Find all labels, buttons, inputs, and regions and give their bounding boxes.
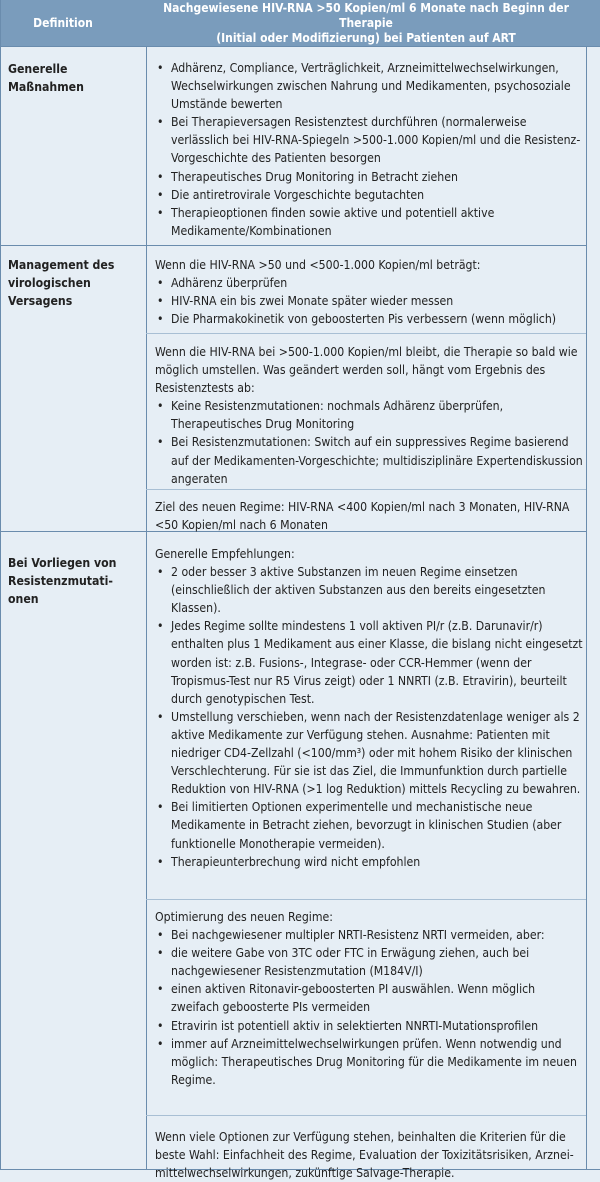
label-generelle: Generelle Maßnahmen: [8, 62, 84, 94]
list-item: • Therapieunterbrechung wird nicht empfohlen: [155, 853, 585, 871]
list-item: • immer auf Arzneimittelwechselwirkungen prüfen. Wenn notwendig und möglich: Therapeutisches Drug Monitoring für die Medikamente im neuen Regime.: [155, 1035, 585, 1089]
block-intro: Generelle Empfehlungen:: [155, 547, 295, 561]
list-item: • Jedes Regime sollte mindestens 1 voll aktiven PI/r (z.B. Darunavir/r) enthalten plus 1 Medikament aus einer Klasse, die bislang nicht eingesetzt worden ist: z.B. Fusions-, Integrase- oder CCR-Hemmer (wenn der Tropismus-Test nur R5 Virus zeigt) oder 1 NNRTI (z.B. Etravirin), beurteilt durch genotypischen Test.: [155, 617, 585, 707]
list-item: • Therapeutisches Drug Monitoring in Betracht ziehen: [155, 168, 585, 186]
list-item: • einen aktiven Ritonavir-geboosterten PI auswählen. Wenn möglich zweifach geboosterte PIs vermeiden: [155, 980, 585, 1016]
header-divider: [0, 46, 600, 47]
header-line-1: Nachgewiesene HIV-RNA >50 Kopien/ml 6 Monate nach Beginn der Therapie: [163, 0, 569, 30]
list-item: • 2 oder besser 3 aktive Substanzen im neuen Regime einsetzen (einschließlich der aktiven Substanzen aus den bereits eingesetzten Klassen).: [155, 563, 585, 617]
resistenz-block-3: [155, 1128, 585, 1182]
list-item: • HIV-RNA ein bis zwei Monate später wieder messen: [155, 292, 585, 310]
table-header: [0, 0, 600, 46]
column-divider: [146, 46, 147, 1170]
subblock-divider-3: [146, 899, 586, 900]
management-block-1: [155, 256, 585, 328]
block-text: Ziel des neuen Regime: HIV-RNA <400 Kopien/ml nach 3 Monaten, HIV-RNA <50 Kopien/ml nach 6 Monaten: [155, 500, 570, 533]
management-block-2: [155, 343, 585, 488]
list-item: • Die antiretrovirale Vorgeschichte begutachten: [155, 186, 585, 204]
list-item: • Umstellung verschieben, wenn nach der Resistenzdatenlage weniger als 2 aktive Medikamente zur Verfügung stehen. Ausnahme: Patienten mit niedriger CD4-Zellzahl (<100/mm³) oder mit hohem Risiko der klinischen Verschlechterung. Für sie ist das Ziel, die Immunfunktion durch partielle Reduktion von HIV-RNA (>1 log Reduktion) mittels Recycling zu bewahren.: [155, 708, 585, 798]
header-description: [146, 0, 586, 46]
list-item: • Bei Resistenzmutationen: Switch auf ein suppressives Regime basierend auf der Medikamenten-Vorgeschichte; multidisziplinäre Expertendiskussion angeraten: [155, 433, 585, 487]
header-line-2: (Initial oder Modifizierung) bei Patienten auf ART: [216, 30, 516, 45]
subblock-divider-2: [146, 489, 586, 490]
block-intro: Wenn die HIV-RNA >50 und <500-1.000 Kopien/ml beträgt:: [155, 258, 481, 272]
header-definition: Definition: [33, 15, 93, 30]
list-item: • Therapieoptionen finden sowie aktive und potentiell aktive Medikamente/Kombinationen: [155, 204, 585, 240]
list-item: • Bei nachgewiesener multipler NRTI-Resistenz NRTI vermeiden, aber:: [155, 926, 585, 944]
list-item: • Bei limitierten Optionen experimentelle und mechanistische neue Medikamente in Betracht ziehen, bevorzugt in klinischen Studien (aber funktionelle Monotherapie vermeiden).: [155, 798, 585, 852]
block-text: Wenn viele Optionen zur Verfügung stehen, beinhalten die Kriterien für die beste Wahl: Einfachheit des Regime, Evaluation der Toxizitätsrisiken, Arznei-mittelwechselwirkungen, zukünftige Salvage-Therapie.: [155, 1130, 574, 1181]
list-item: • Etravirin ist potentiell aktiv in selektierten NNRTI-Mutationsprofilen: [155, 1017, 585, 1035]
subblock-divider-1: [146, 333, 586, 334]
block-intro: Wenn die HIV-RNA bei >500-1.000 Kopien/ml bleibt, die Therapie so bald wie möglich umstellen. Was geändert werden soll, hängt vom Ergebnis des Resistenztests ab:: [155, 345, 578, 396]
subblock-divider-4: [146, 1115, 586, 1116]
list-item: • Adhärenz, Compliance, Verträglichkeit, Arzneimittelwechselwirkungen, Wechselwirkungen zwischen Nahrung und Medikamenten, psychosoziale Umstände bewerten: [155, 59, 585, 113]
list-item: • Keine Resistenzmutationen: nochmals Adhärenz überprüfen, Therapeutisches Drug Monitoring: [155, 397, 585, 433]
left-border: [0, 0, 1, 1170]
list-item: • die weitere Gabe von 3TC oder FTC in Erwägung ziehen, auch bei nachgewiesener Resistenzmutation (M184V/I): [155, 944, 585, 980]
generelle-block: [155, 59, 585, 240]
list-item: • Die Pharmakokinetik von geboosterten Pis verbessern (wenn möglich): [155, 310, 585, 328]
list-item: • Adhärenz überprüfen: [155, 274, 585, 292]
label-resistenz: Bei Vorliegen von Resistenzmutati- onen: [8, 556, 117, 606]
list-item: • Bei Therapieversagen Resistenztest durchführen (normalerweise verlässlich bei HIV-RNA-Spiegeln >500-1.000 Kopien/ml und die Resistenz-Vorgeschichte des Patienten besorgen: [155, 113, 585, 167]
resistenz-block-1: [155, 545, 585, 871]
block-intro: Optimierung des neuen Regime:: [155, 910, 333, 924]
section-divider-1: [0, 245, 586, 246]
management-block-3: [155, 498, 585, 534]
resistenz-block-2: [155, 908, 585, 1089]
label-management: Management des virologischen Versagens: [8, 258, 115, 308]
right-border: [586, 46, 587, 1170]
